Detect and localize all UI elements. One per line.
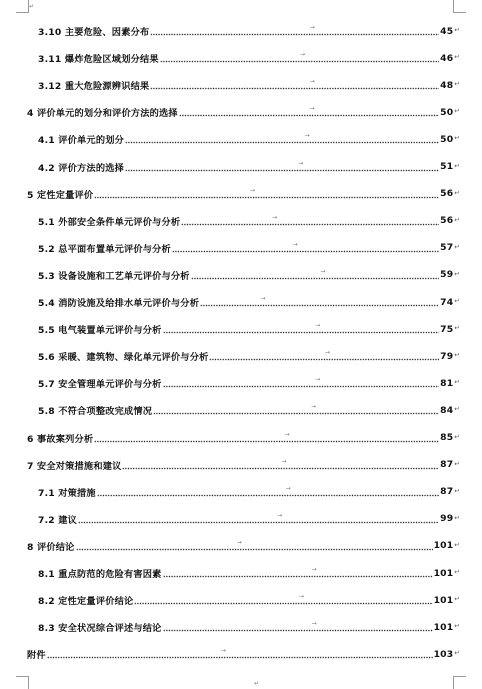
paragraph-mark-icon: ↵ [454,53,460,62]
tab-mark-icon: → [304,132,310,140]
toc-entry-title: 6 事故案列分析 [27,433,94,445]
toc-entry-title: 5.5 电气装置单元评价与分析 [38,325,162,337]
toc-entry-title: 5.1 外部安全条件单元评价与分析 [38,216,181,228]
toc-entry[interactable] [38,512,460,526]
toc-entry[interactable] [38,214,460,228]
toc-entry[interactable] [38,322,460,336]
tab-mark-icon: → [311,566,317,573]
toc-entry-page-number: 46 [440,52,454,64]
dot-leader [200,295,439,309]
toc-entry-title: 4 评价单元的划分和评价方法的选择 [27,108,178,120]
dot-leader [78,512,439,526]
tab-mark-icon: → [310,403,317,411]
toc-entry[interactable] [38,566,460,580]
paragraph-mark-icon: ↵ [454,107,460,116]
tab-mark-icon: → [324,349,331,357]
dot-leader [179,105,439,119]
toc-entry[interactable] [38,349,460,363]
toc-entry-title: 5.2 总平面布置单元评价与分析 [38,243,171,255]
toc-entry-title: 8.1 重点防范的危险有害因素 [38,569,162,580]
paragraph-mark-icon: ↵ [454,513,460,522]
dot-leader [191,268,439,282]
dot-leader [125,160,439,174]
paragraph-mark-icon: ↵ [454,324,460,333]
toc-entry[interactable] [38,51,460,65]
toc-entry-page-number: 57 [440,242,454,254]
toc-entry-page-number: 99 [440,513,454,525]
dot-leader [94,431,439,445]
toc-entry-page-number: 75 [440,323,454,335]
toc-entry-title: 3.11 爆炸危险区域划分结果 [38,54,159,66]
toc-entry[interactable] [38,78,460,92]
paragraph-mark-icon: ↵ [454,486,460,495]
tab-mark-icon: → [277,511,283,519]
toc-entry-page-number: 48 [440,79,454,91]
toc-entry-page-number: 101 [433,594,454,606]
toc-entry-page-number: 101 [433,540,454,552]
tab-mark-icon: → [236,538,242,546]
toc-entry-title: 5.7 安全管理单元评价与分析 [38,379,162,391]
dot-leader [150,24,439,38]
toc-entry-page-number: 56 [440,188,454,200]
paragraph-mark-icon: ↵ [454,134,460,143]
toc-entry-page-number: 101 [433,621,454,633]
paragraph-mark-icon: ↵ [454,459,460,468]
toc-entry-page-number: 87 [440,486,454,498]
tab-mark-icon: → [298,593,305,601]
toc-entry-page-number: 74 [440,296,454,308]
tab-mark-icon: → [311,620,317,628]
paragraph-mark-icon: ↵ [454,378,460,387]
dot-leader [181,214,439,228]
toc-entry-page-number: 59 [440,269,454,281]
tab-mark-icon: → [315,322,321,330]
tab-mark-icon: → [284,430,290,438]
dot-leader [160,51,439,65]
toc-entry-title: 8.3 安全状况综合评述与结论 [38,623,162,635]
toc-entry-page-number: 101 [433,567,454,579]
toc-entry-page-number: 103 [433,648,454,660]
toc-entry-page-number: 84 [440,404,454,416]
toc-entry-page-number: 81 [440,377,454,389]
tab-mark-icon: → [272,213,278,221]
tab-mark-icon: → [299,51,306,59]
toc-entry-title: 附件 [27,650,46,662]
toc-entry[interactable] [27,539,460,553]
tab-mark-icon: → [315,376,321,384]
toc-entry[interactable] [38,485,460,499]
paragraph-mark-icon: ↵ [454,161,460,170]
toc-entry-page-number: 56 [440,215,454,227]
paragraph-mark-icon: ↵ [454,351,460,360]
paragraph-mark-icon: ↵ [454,649,460,658]
tab-mark-icon: → [320,267,326,275]
paragraph-mark-icon: ↵ [454,540,460,549]
dot-leader [163,620,433,634]
paragraph-mark-icon: ↵ [454,80,460,89]
tab-mark-icon: → [281,457,287,465]
paragraph-mark-icon: ↵ [454,26,460,34]
toc-entry[interactable] [27,431,460,445]
paragraph-mark-icon: ↵ [29,3,35,10]
toc-entry-page-number: 85 [440,432,454,443]
toc-entry-title: 8.2 定性定量评价结论 [38,596,134,608]
dot-leader [47,647,433,661]
tab-mark-icon: → [220,647,227,655]
toc-entry-title: 3.10 主要危险、因素分布 [38,27,150,38]
toc-entry-title: 7.1 对策措施 [38,487,96,499]
dot-leader [94,187,439,201]
toc-entry-title: 5.6 采暖、建筑物、绿化单元评价与分析 [38,352,209,364]
tab-mark-icon: → [285,484,291,492]
toc-entry[interactable] [38,620,460,634]
tab-mark-icon: → [292,240,298,248]
toc-entry-title: 5.3 设备设施和工艺单元评价与分析 [38,270,190,282]
dot-leader [163,376,440,390]
tab-mark-icon: → [309,78,315,86]
paragraph-mark-icon: ↵ [454,568,460,576]
paragraph-mark-icon: ↵ [454,432,460,441]
dot-leader [163,566,433,580]
toc-entry[interactable] [27,187,460,201]
dot-leader [209,349,439,363]
dot-leader [134,593,432,607]
dot-leader [125,132,439,146]
toc-entry[interactable] [38,160,460,174]
paragraph-mark-icon: ↵ [454,405,460,414]
toc-entry-page-number: 50 [440,133,454,145]
dot-leader [97,485,439,499]
tab-mark-icon: → [309,105,315,113]
paragraph-mark-icon: ↵ [454,622,460,631]
toc-entry[interactable] [27,105,460,119]
paragraph-mark-icon: ↵ [454,242,460,251]
toc-entry-page-number: 51 [440,161,454,172]
toc-entry-title: 4.1 评价单元的划分 [38,135,124,147]
paragraph-mark-icon: ↵ [454,215,460,224]
toc-entry[interactable] [27,458,460,472]
toc-entry[interactable] [38,295,460,309]
tab-mark-icon: → [309,24,315,31]
toc-entry-title: 7 安全对策措施和建议 [27,460,122,472]
dot-leader [122,458,439,472]
paragraph-mark-icon: ↵ [454,595,460,604]
dot-leader [150,78,439,92]
toc-entry-title: 7.2 建议 [38,514,78,526]
paragraph-mark-icon: ↵ [454,297,460,305]
toc-entry[interactable] [38,132,460,146]
toc-entry[interactable] [38,376,460,390]
toc-entry-title: 5 定性定量评价 [27,189,94,201]
paragraph-mark-icon: ↵ [454,269,460,278]
paragraph-mark-icon: ↵ [454,188,460,197]
toc-entry-title: 8 评价结论 [27,541,75,553]
paragraph-mark-icon: ↵ [254,680,260,687]
dot-leader [153,403,439,417]
toc-entry[interactable] [38,593,460,607]
toc-entry[interactable] [38,24,460,38]
toc-entry-page-number: 87 [440,459,454,471]
tab-mark-icon: → [260,295,266,302]
dot-leader [172,241,439,255]
toc-entry-title: 3.12 重大危险源辨识结果 [38,81,150,93]
toc-entry[interactable] [38,241,460,255]
toc-entry-page-number: 45 [440,25,454,37]
toc-entry-page-number: 79 [440,350,454,362]
toc-entry-title: 4.2 评价方法的选择 [38,162,124,174]
toc-entry[interactable] [27,647,460,661]
dot-leader [76,539,433,553]
toc-entry[interactable] [38,268,460,282]
tab-mark-icon: → [250,186,256,194]
tab-mark-icon: → [298,159,304,167]
toc-entry-title: 5.4 消防设施及给排水单元评价与分析 [38,298,200,309]
toc-entry-page-number: 50 [440,106,454,118]
dot-leader [163,322,440,336]
toc-entry[interactable] [38,403,460,417]
toc-entry-title: 5.8 不符合项整改完成情况 [38,406,153,418]
